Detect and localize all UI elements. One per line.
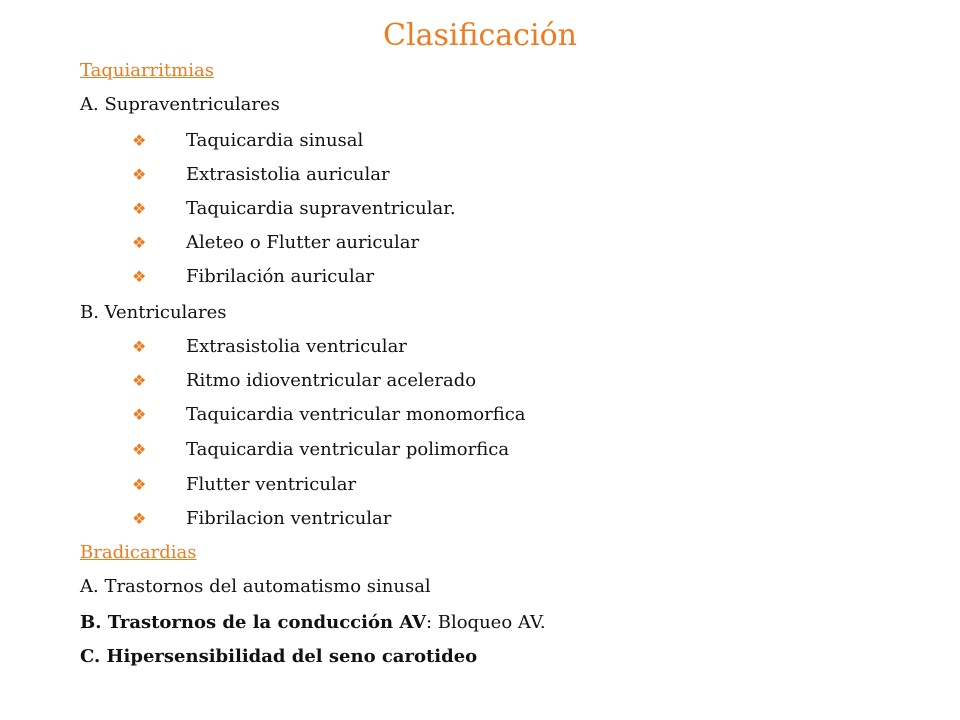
section-taquiarritmias: Taquiarritmias — [80, 60, 214, 81]
bradicardia-b: B. Trastornos de la conducción AV: Bloqueo AV. — [80, 612, 546, 633]
list-item: ❖ Taquicardia ventricular polimorfica — [132, 439, 510, 460]
diamond-bullet-icon: ❖ — [132, 267, 147, 286]
page-title: Clasificación — [383, 18, 577, 53]
list-item: ❖ Aleteo o Flutter auricular — [132, 232, 420, 253]
heading-ventriculares: B. Ventriculares — [80, 302, 227, 323]
diamond-bullet-icon: ❖ — [132, 405, 147, 424]
diamond-bullet-icon: ❖ — [132, 509, 147, 528]
list-item: ❖ Taquicardia sinusal — [132, 130, 364, 151]
heading-supraventriculares: A. Supraventriculares — [80, 94, 280, 115]
list-item: ❖ Fibrilación auricular — [132, 266, 375, 287]
list-item: ❖ Taquicardia ventricular monomorfica — [132, 404, 526, 425]
list-item: ❖ Extrasistolia ventricular — [132, 336, 407, 357]
list-item: ❖ Extrasistolia auricular — [132, 164, 390, 185]
diamond-bullet-icon: ❖ — [132, 165, 147, 184]
diamond-bullet-icon: ❖ — [132, 475, 147, 494]
bradicardia-a: A. Trastornos del automatismo sinusal — [80, 576, 431, 597]
list-item: ❖ Ritmo idioventricular acelerado — [132, 370, 477, 391]
diamond-bullet-icon: ❖ — [132, 337, 147, 356]
list-item: ❖ Fibrilacion ventricular — [132, 508, 392, 529]
list-item: ❖ Taquicardia supraventricular. — [132, 198, 456, 219]
diamond-bullet-icon: ❖ — [132, 233, 147, 252]
diamond-bullet-icon: ❖ — [132, 131, 147, 150]
diamond-bullet-icon: ❖ — [132, 440, 147, 459]
bradicardia-c: C. Hipersensibilidad del seno carotideo — [80, 646, 478, 667]
list-item: ❖ Flutter ventricular — [132, 474, 357, 495]
diamond-bullet-icon: ❖ — [132, 371, 147, 390]
diamond-bullet-icon: ❖ — [132, 199, 147, 218]
section-bradicardias: Bradicardias — [80, 542, 197, 563]
